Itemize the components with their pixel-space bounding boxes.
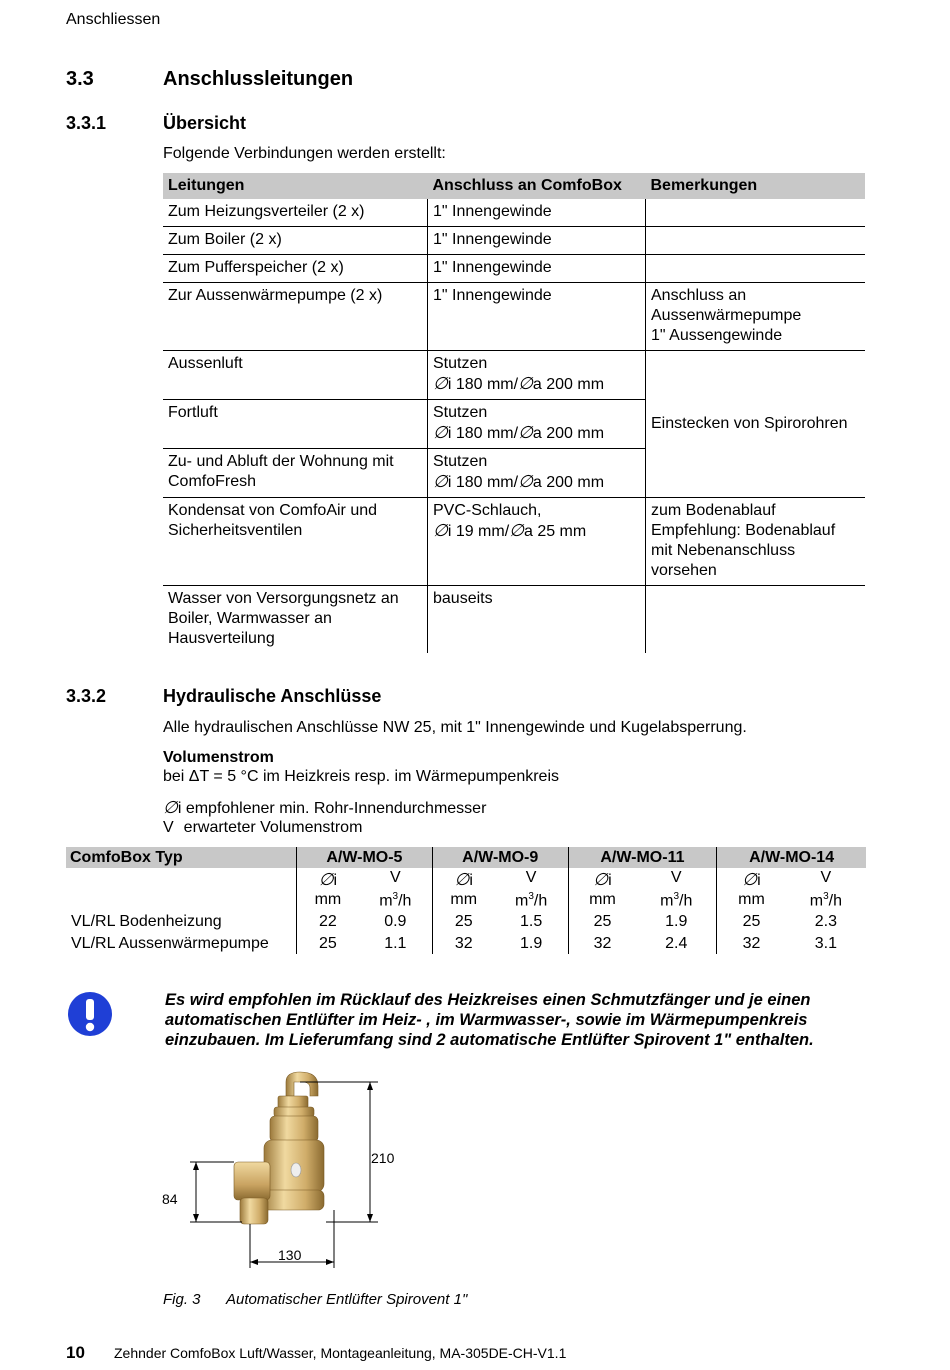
leitung-line: Boiler, Warmwasser an: [168, 610, 332, 627]
table-row: [66, 932, 866, 954]
note-line: automatischen Entlüfter im Heiz- , im Warmwasser-, sowie im Wärmepumpenkreis: [165, 1011, 808, 1029]
unit-d: i: [757, 871, 761, 889]
leitung-line: ComfoFresh: [168, 473, 257, 490]
table-row: [163, 351, 865, 400]
unit-sup: 3: [392, 891, 399, 902]
cell-leitung: [163, 586, 428, 654]
cell-anschluss: bauseits: [428, 586, 646, 654]
spirovent-figure: [150, 1070, 420, 1280]
volumenstrom-title: Volumenstrom: [163, 749, 274, 766]
cell-bemerkung: [646, 498, 866, 586]
unit-v: V: [670, 869, 682, 886]
figure-caption: Automatischer Entlüfter Spirovent 1": [226, 1291, 468, 1308]
hydraulic-intro: Alle hydraulischen Anschlüsse NW 25, mit 1" Innengewinde und Kugelabsperrung.: [163, 719, 747, 736]
dim-width-label: 130: [278, 1247, 302, 1263]
figure-number: Fig. 3: [163, 1291, 201, 1308]
unit-m: m: [660, 892, 674, 910]
cell-bemerkung: [646, 255, 866, 283]
spec-line: PVC-Schlauch,: [433, 502, 542, 519]
table-row: [66, 910, 866, 932]
diameter-icon: ∅: [163, 798, 178, 817]
col-header-bemerkungen: Bemerkungen: [646, 173, 866, 199]
diameter-icon: ∅: [433, 472, 448, 491]
value-cell: 1.5: [520, 912, 543, 930]
legend-volume-symbol: V: [163, 819, 174, 836]
cell-anschluss: [428, 449, 646, 498]
table-row: [163, 199, 865, 227]
inner-diameter: i 180 mm/: [447, 474, 519, 491]
value-cell: 25: [568, 910, 636, 932]
unit-sup: 3: [528, 891, 534, 902]
dim-left-label: 84: [162, 1191, 178, 1207]
unit-mm: mm: [314, 890, 342, 908]
table-row: [163, 227, 865, 255]
volumenstrom-text: bei ΔT = 5 °C im Heizkreis resp. im Wärmepumpenkreis: [163, 768, 560, 785]
legend-diameter: [163, 798, 486, 819]
col-header-model: A/W-MO-14: [717, 847, 866, 868]
diameter-icon: ∅: [518, 472, 533, 491]
note-line: einzubauen. Im Lieferumfang sind 2 automatische Entlüfter Spirovent 1" enthalten.: [165, 1031, 814, 1049]
cell-bemerkung: [646, 586, 866, 654]
table-header-row: [163, 173, 865, 199]
spec-line: Stutzen: [433, 453, 488, 470]
running-header: Anschliessen: [66, 11, 161, 28]
cell-bemerkung: [646, 227, 866, 255]
cell-leitung: [163, 498, 428, 586]
outer-diameter: a 200 mm: [532, 474, 605, 491]
outer-diameter: a 25 mm: [523, 523, 587, 540]
info-exclamation-icon: [66, 990, 114, 1038]
unit-mm: mm: [738, 890, 765, 908]
legend-volume-text: erwarteter Volumenstrom: [183, 819, 363, 836]
unit-diameter: [432, 868, 494, 910]
diameter-icon: ∅: [318, 869, 334, 889]
value-cell: 1.1: [384, 934, 407, 952]
spec-diameter: [433, 374, 640, 395]
unit-h: /h: [398, 892, 412, 910]
table-header-row: [66, 847, 866, 868]
value-cell: 32: [568, 932, 636, 954]
unit-label: [66, 868, 297, 910]
subsection-title: Übersicht: [163, 113, 247, 133]
spec-diameter: [433, 472, 640, 493]
unit-h: /h: [828, 892, 842, 910]
unit-m: m: [515, 892, 529, 910]
remark-line: vorsehen: [651, 562, 717, 579]
connections-table: [163, 173, 865, 653]
row-label: VL/RL Bodenheizung: [71, 912, 222, 930]
cell-anschluss: [428, 400, 646, 449]
table-row: [163, 498, 865, 586]
unit-mm: mm: [450, 890, 478, 908]
cell-anschluss: 1" Innengewinde: [428, 255, 646, 283]
unit-volume: [636, 868, 716, 910]
table-row: [163, 586, 865, 654]
cell-bemerkung: Einstecken von Spirorohren: [646, 351, 866, 498]
diameter-icon: ∅: [518, 423, 533, 442]
remark-line: Aussenwärmepumpe: [651, 307, 802, 324]
table-row: [163, 255, 865, 283]
unit-h: /h: [679, 892, 693, 910]
value-cell: 1.9: [665, 912, 688, 930]
remark-line: Anschluss an: [651, 287, 747, 304]
remark-line: zum Bodenablauf: [651, 502, 776, 519]
cell-anschluss: [428, 351, 646, 400]
spec-line: Stutzen: [433, 404, 488, 421]
cell-anschluss: 1" Innengewinde: [428, 227, 646, 255]
value-cell: 25: [432, 910, 494, 932]
vent-body: [234, 1072, 324, 1224]
outer-diameter: a 200 mm: [532, 425, 605, 442]
cell-leitung: Aussenluft: [163, 351, 428, 400]
diameter-icon: ∅: [593, 869, 609, 889]
cell-anschluss: [428, 498, 646, 586]
value-cell: 25: [297, 932, 359, 954]
value-cell: 2.4: [665, 934, 688, 952]
value-cell: 22: [297, 910, 359, 932]
leitung-line: Wasser von Versorgungsnetz an: [168, 590, 399, 607]
unit-d: i: [333, 871, 338, 889]
spec-line: Stutzen: [433, 355, 488, 372]
note-line: Es wird empfohlen im Rücklauf des Heizkreises einen Schmutzfänger und je einen: [165, 991, 811, 1009]
unit-h: /h: [533, 892, 548, 910]
cell-bemerkung: [646, 199, 866, 227]
legend-diameter-text: i empfohlener min. Rohr-Innendurchmesser: [177, 800, 487, 817]
unit-sup: 3: [823, 891, 829, 902]
value-cell: 32: [432, 932, 494, 954]
remark-line: Empfehlung: Bodenablauf: [651, 522, 836, 539]
cell-bemerkung: [646, 283, 866, 351]
outer-diameter: a 200 mm: [532, 376, 605, 393]
section-number: 3.3: [66, 68, 94, 90]
leitung-line: Zu- und Abluft der Wohnung mit: [168, 453, 394, 470]
cell-leitung: Zum Heizungsverteiler (2 x): [163, 199, 428, 227]
diameter-icon: ∅: [518, 374, 533, 393]
dim-height-label: 210: [371, 1150, 395, 1166]
diameter-icon: ∅: [742, 869, 758, 889]
safety-note: [165, 990, 865, 1050]
value-cell: 1.9: [520, 934, 543, 952]
unit-d: i: [469, 871, 473, 889]
footer-text: Zehnder ComfoBox Luft/Wasser, Montageanleitung, MA-305DE-CH-V1.1: [114, 1345, 567, 1361]
col-header-model: A/W-MO-5: [297, 847, 433, 868]
cell-anschluss: 1" Innengewinde: [428, 199, 646, 227]
leitung-line: Sicherheitsventilen: [168, 522, 303, 539]
inner-diameter: i 180 mm/: [447, 425, 519, 442]
unit-v: V: [820, 869, 832, 886]
spec-diameter: [433, 521, 640, 542]
unit-v: V: [525, 869, 537, 886]
unit-v: V: [389, 869, 401, 886]
section-title: Anschlussleitungen: [163, 68, 354, 90]
subsection-number: 3.3.1: [66, 113, 107, 133]
value-cell: 25: [717, 910, 786, 932]
remark-line: mit Nebenanschluss: [651, 542, 796, 559]
diameter-icon: ∅: [509, 521, 524, 540]
unit-mm: mm: [589, 890, 616, 908]
unit-sup: 3: [673, 891, 680, 902]
intro-text: Folgende Verbindungen werden erstellt:: [163, 145, 446, 162]
subsection-title: Hydraulische Anschlüsse: [163, 686, 382, 706]
value-cell: 2.3: [814, 912, 837, 930]
cell-leitung: Zum Pufferspeicher (2 x): [163, 255, 428, 283]
spec-diameter: [433, 423, 640, 444]
cell-leitung: Fortluft: [163, 400, 428, 449]
inner-diameter: i 19 mm/: [447, 523, 510, 540]
col-header-type: ComfoBox Typ: [66, 847, 297, 868]
diameter-icon: ∅: [454, 869, 470, 889]
diameter-icon: ∅: [433, 423, 448, 442]
table-row: [163, 283, 865, 351]
cell-anschluss: 1" Innengewinde: [428, 283, 646, 351]
unit-m: m: [379, 892, 393, 910]
unit-d: i: [608, 871, 612, 889]
col-header-model: A/W-MO-11: [568, 847, 717, 868]
subsection-number: 3.3.2: [66, 686, 107, 706]
leitung-line: Kondensat von ComfoAir und: [168, 502, 378, 519]
unit-diameter: [717, 868, 786, 910]
col-header-model: A/W-MO-9: [432, 847, 568, 868]
col-header-leitungen: Leitungen: [163, 173, 428, 199]
inner-diameter: i 180 mm/: [447, 376, 519, 393]
legend-volume: [163, 818, 362, 838]
value-cell: 32: [717, 932, 786, 954]
value-cell: 0.9: [384, 912, 407, 930]
page-number: 10: [66, 1343, 85, 1362]
unit-volume: [495, 868, 569, 910]
leitung-line: Hausverteilung: [168, 630, 275, 647]
cell-leitung: [163, 449, 428, 498]
unit-diameter: [297, 868, 359, 910]
cell-leitung: Zum Boiler (2 x): [163, 227, 428, 255]
diameter-icon: ∅: [433, 521, 448, 540]
unit-m: m: [809, 892, 824, 910]
unit-volume: [786, 868, 866, 910]
remark-line: 1" Aussengewinde: [651, 327, 783, 344]
unit-row: [66, 868, 866, 910]
flow-table: [66, 847, 866, 954]
col-header-anschluss: Anschluss an ComfoBox: [428, 173, 646, 199]
unit-volume: [359, 868, 433, 910]
row-label: VL/RL Aussenwärmepumpe: [71, 934, 269, 952]
unit-diameter: [568, 868, 636, 910]
diameter-icon: ∅: [433, 374, 448, 393]
cell-leitung: Zur Aussenwärmepumpe (2 x): [163, 283, 428, 351]
value-cell: 3.1: [814, 934, 837, 952]
